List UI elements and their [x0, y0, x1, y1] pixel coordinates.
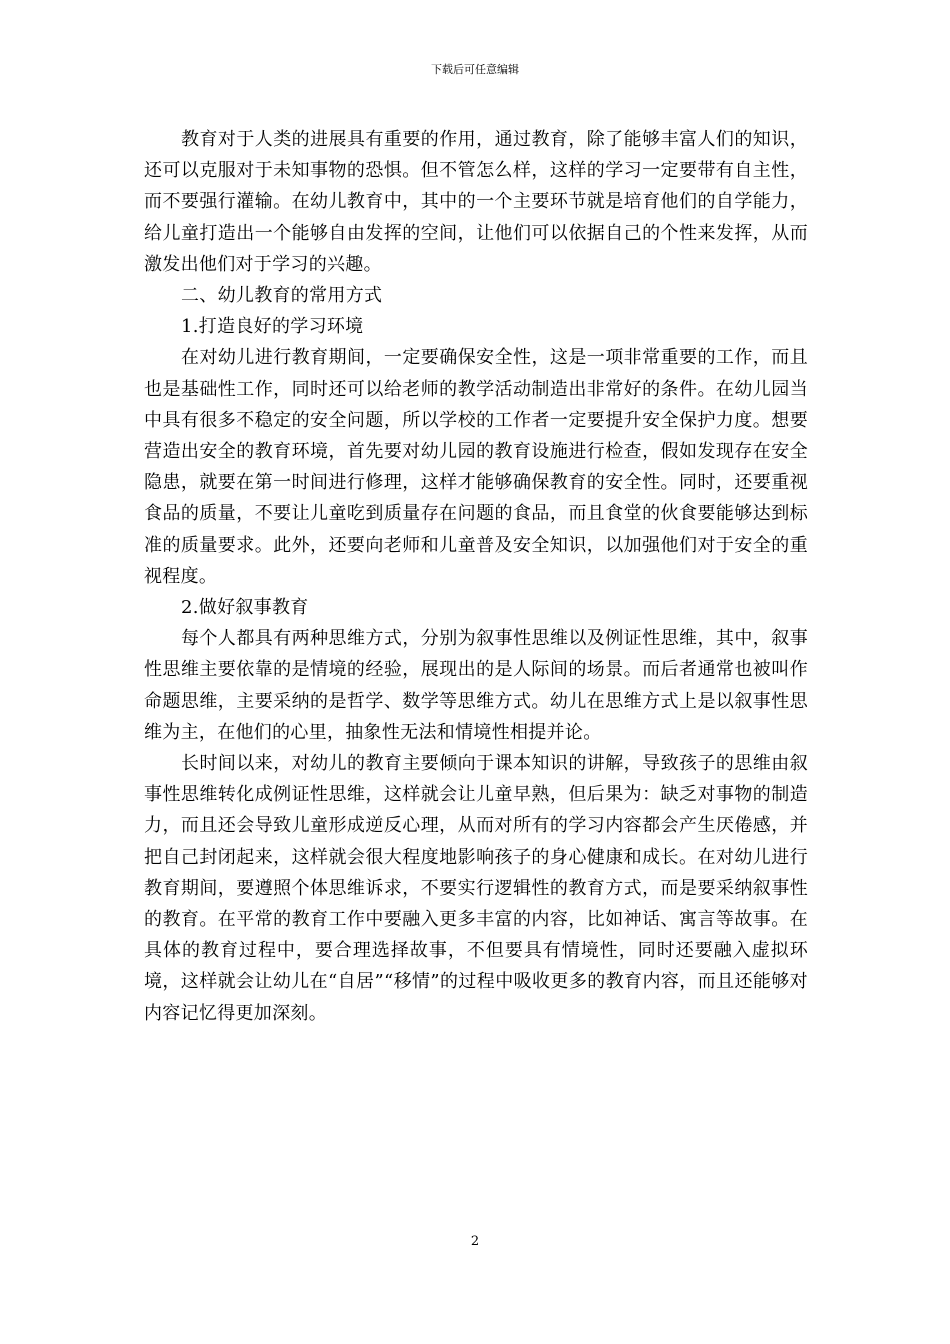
- subsection-heading-1: 1.打造良好的学习环境: [181, 316, 364, 338]
- paragraph-safety: 在对幼儿进行教育期间，一定要确保安全性，这是一项非常重要的工作，而且也是基础性工作，同时还可以给老师的教学活动制造出非常好的条件。在幼儿园当中具有很多不稳定的安全问题，所以学校的工作者一定要提升安全保护力度。想要营造出安全的教育环境，首先要对幼儿园的教育设施进行检查，假如发现存在安全隐患，就要在第一时间进行修理，这样才能够确保教育的安全性。同时，还要重视食品的质量，不要让儿童吃到质量存在问题的食品，而且食堂的伙食要能够达到标准的质量要求。此外，还要向老师和儿童普及安全知识，以加强他们对于安全的重视程度。: [144, 347, 808, 587]
- paragraph-intro: 教育对于人类的进展具有重要的作用，通过教育，除了能够丰富人们的知识，还可以克服对于未知事物的恐惧。但不管怎么样，这样的学习一定要带有自主性，而不要强行灌输。在幼儿教育中，其中的一个主要环节就是培育他们的自学能力，给儿童打造出一个能够自由发挥的空间，让他们可以依据自己的个性来发挥，从而激发出他们对于学习的兴趣。: [144, 129, 808, 275]
- paragraph-thinking-modes: 每个人都具有两种思维方式，分别为叙事性思维以及例证性思维，其中，叙事性思维主要依靠的是情境的经验，展现出的是人际间的场景。而后者通常也被叫作命题思维，主要采纳的是哲学、数学等思维方式。幼儿在思维方式上是以叙事性思维为主，在他们的心里，抽象性无法和情境性相提并论。: [144, 628, 808, 743]
- section-heading: 二、幼儿教育的常用方式: [181, 285, 383, 307]
- paragraph-narrative-education: 长时间以来，对幼儿的教育主要倾向于课本知识的讲解，导致孩子的思维由叙事性思维转化成例证性思维，这样就会让儿童早熟，但后果为：缺乏对事物的制造力，而且还会导致儿童形成逆反心理，从而对所有的学习内容都会产生厌倦感，并把自己封闭起来，这样就会很大程度地影响孩子的身心健康和成长。在对幼儿进行教育期间，要遵照个体思维诉求，不要实行逻辑性的教育方式，而是要采纳叙事性的教育。在平常的教育工作中要融入更多丰富的内容，比如神话、寓言等故事。在具体的教育过程中，要合理选择故事，不但要具有情境性，同时还要融入虚拟环境，这样就会让幼儿在“自居”“移情”的过程中吸收更多的教育内容，而且还能够对内容记忆得更加深刻。: [144, 753, 808, 1024]
- page-number: 2: [470, 1234, 480, 1249]
- document-body: [144, 124, 808, 1029]
- page-header: 下载后可任意编辑: [431, 63, 519, 76]
- subsection-heading-2: 2.做好叙事教育: [181, 597, 309, 619]
